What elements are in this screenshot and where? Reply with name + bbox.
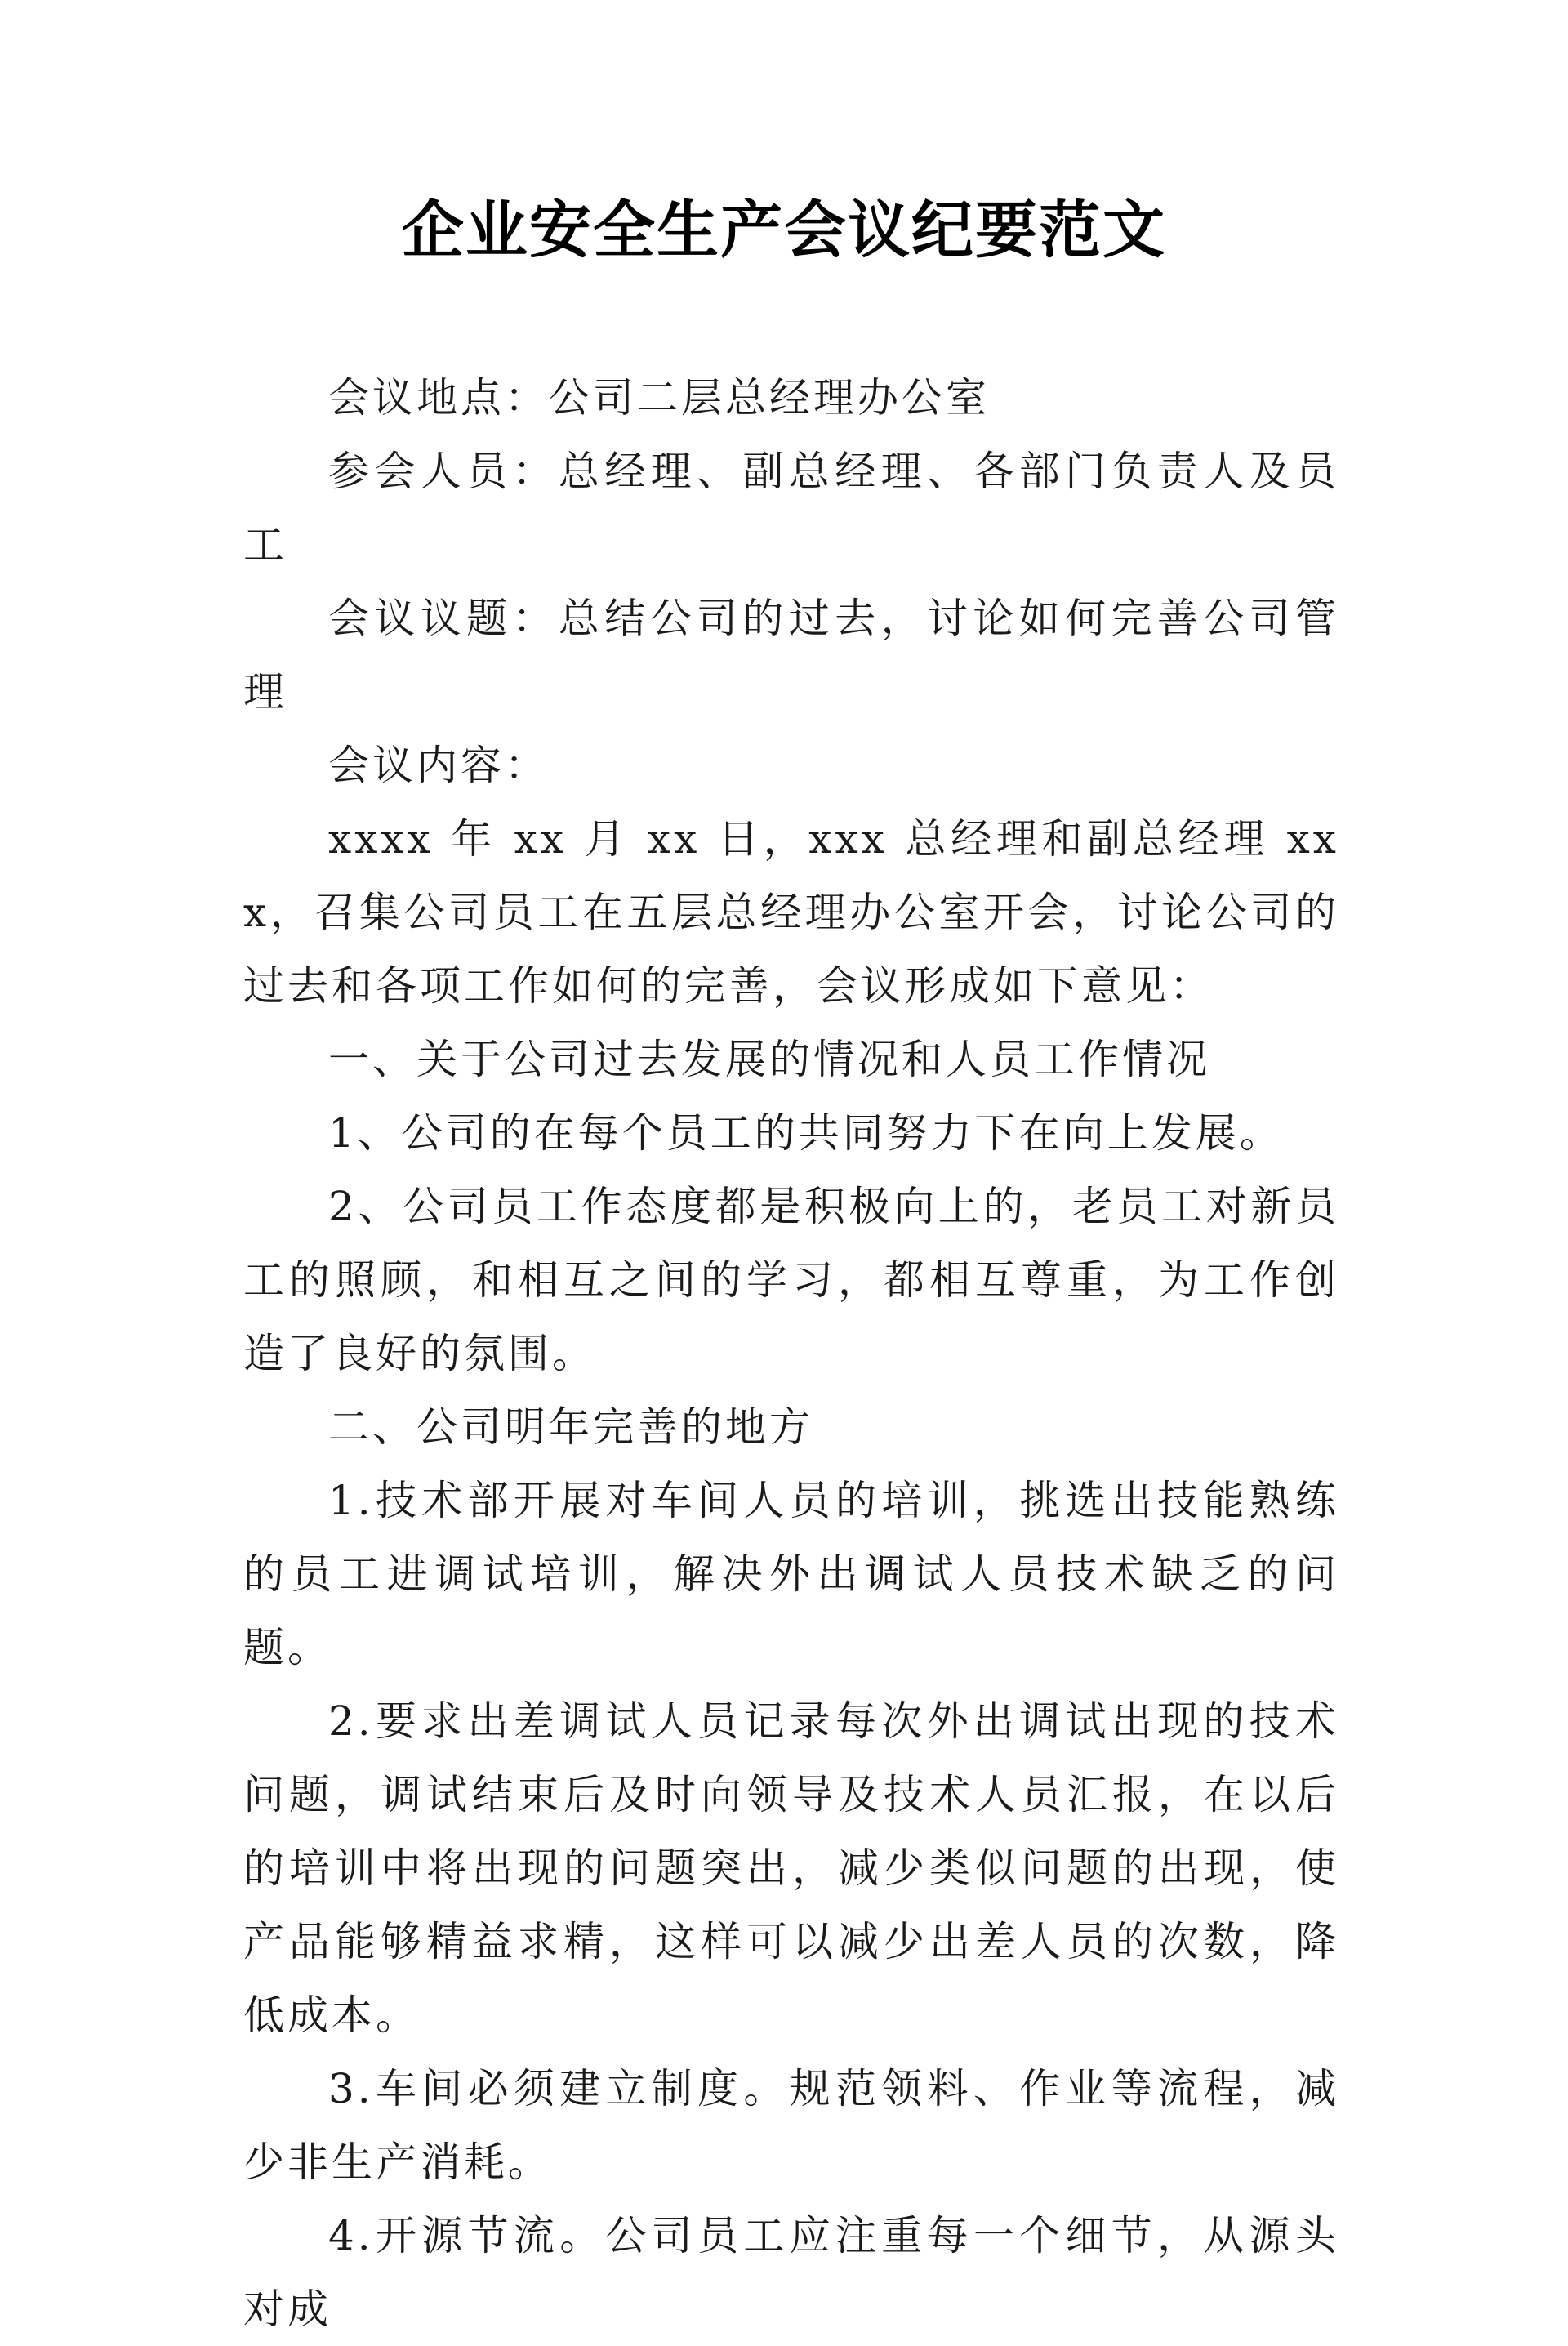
section-1-item-2: 2、公司员工作态度都是积极向上的，老员工对新员工的照顾，和相互之间的学习，都相互尊重，为工作创造了良好的氛围。 [243,1183,1339,1377]
section-2-item-3: 3.车间必须建立制度。规范领料、作业等流程，减少非生产消耗。 [243,2065,1339,2186]
section-1-item-1: 1、公司的在每个员工的共同努力下在向上发展。 [328,1109,1284,1157]
document-body [243,361,1339,2346]
meeting-location-paragraph: 会议地点：公司二层总经理办公室 [328,374,990,421]
section-heading-1: 一、关于公司过去发展的情况和人员工作情况 [328,1036,1210,1083]
meeting-intro-paragraph: xxxx 年 xx 月 xx 日，xxx 总经理和副总经理 xxx，召集公司员工在五层总经理办公室开会，讨论公司的过去和各项工作如何的完善，会议形成如下意见： [243,815,1339,1010]
attendees-paragraph: 参会人员：总经理、副总经理、各部门负责人及员工 [243,448,1339,569]
document-title: 企业安全生产会议纪要范文 [402,194,1166,266]
section-2-item-1: 1.技术部开展对车间人员的培训，挑选出技能熟练的员工进调试培训，解决外出调试人员技术缺乏的问题。 [243,1477,1339,1671]
meeting-topic-paragraph: 会议议题：总结公司的过去，讨论如何完善公司管理 [243,595,1339,716]
section-heading-2: 二、公司明年完善的地方 [328,1403,813,1451]
section-2-item-2: 2.要求出差调试人员记录每次外出调试出现的技术问题，调试结束后及时向领导及技术人员汇报，在以后的培训中将出现的问题突出，减少类似问题的出现，使产品能够精益求精，这样可以减少出差人员的次数，降低成本。 [243,1697,1339,2039]
meeting-content-label: 会议内容： [328,742,549,789]
section-2-item-4: 4.开源节流。公司员工应注重每一个细节，从源头对成 [243,2212,1339,2333]
